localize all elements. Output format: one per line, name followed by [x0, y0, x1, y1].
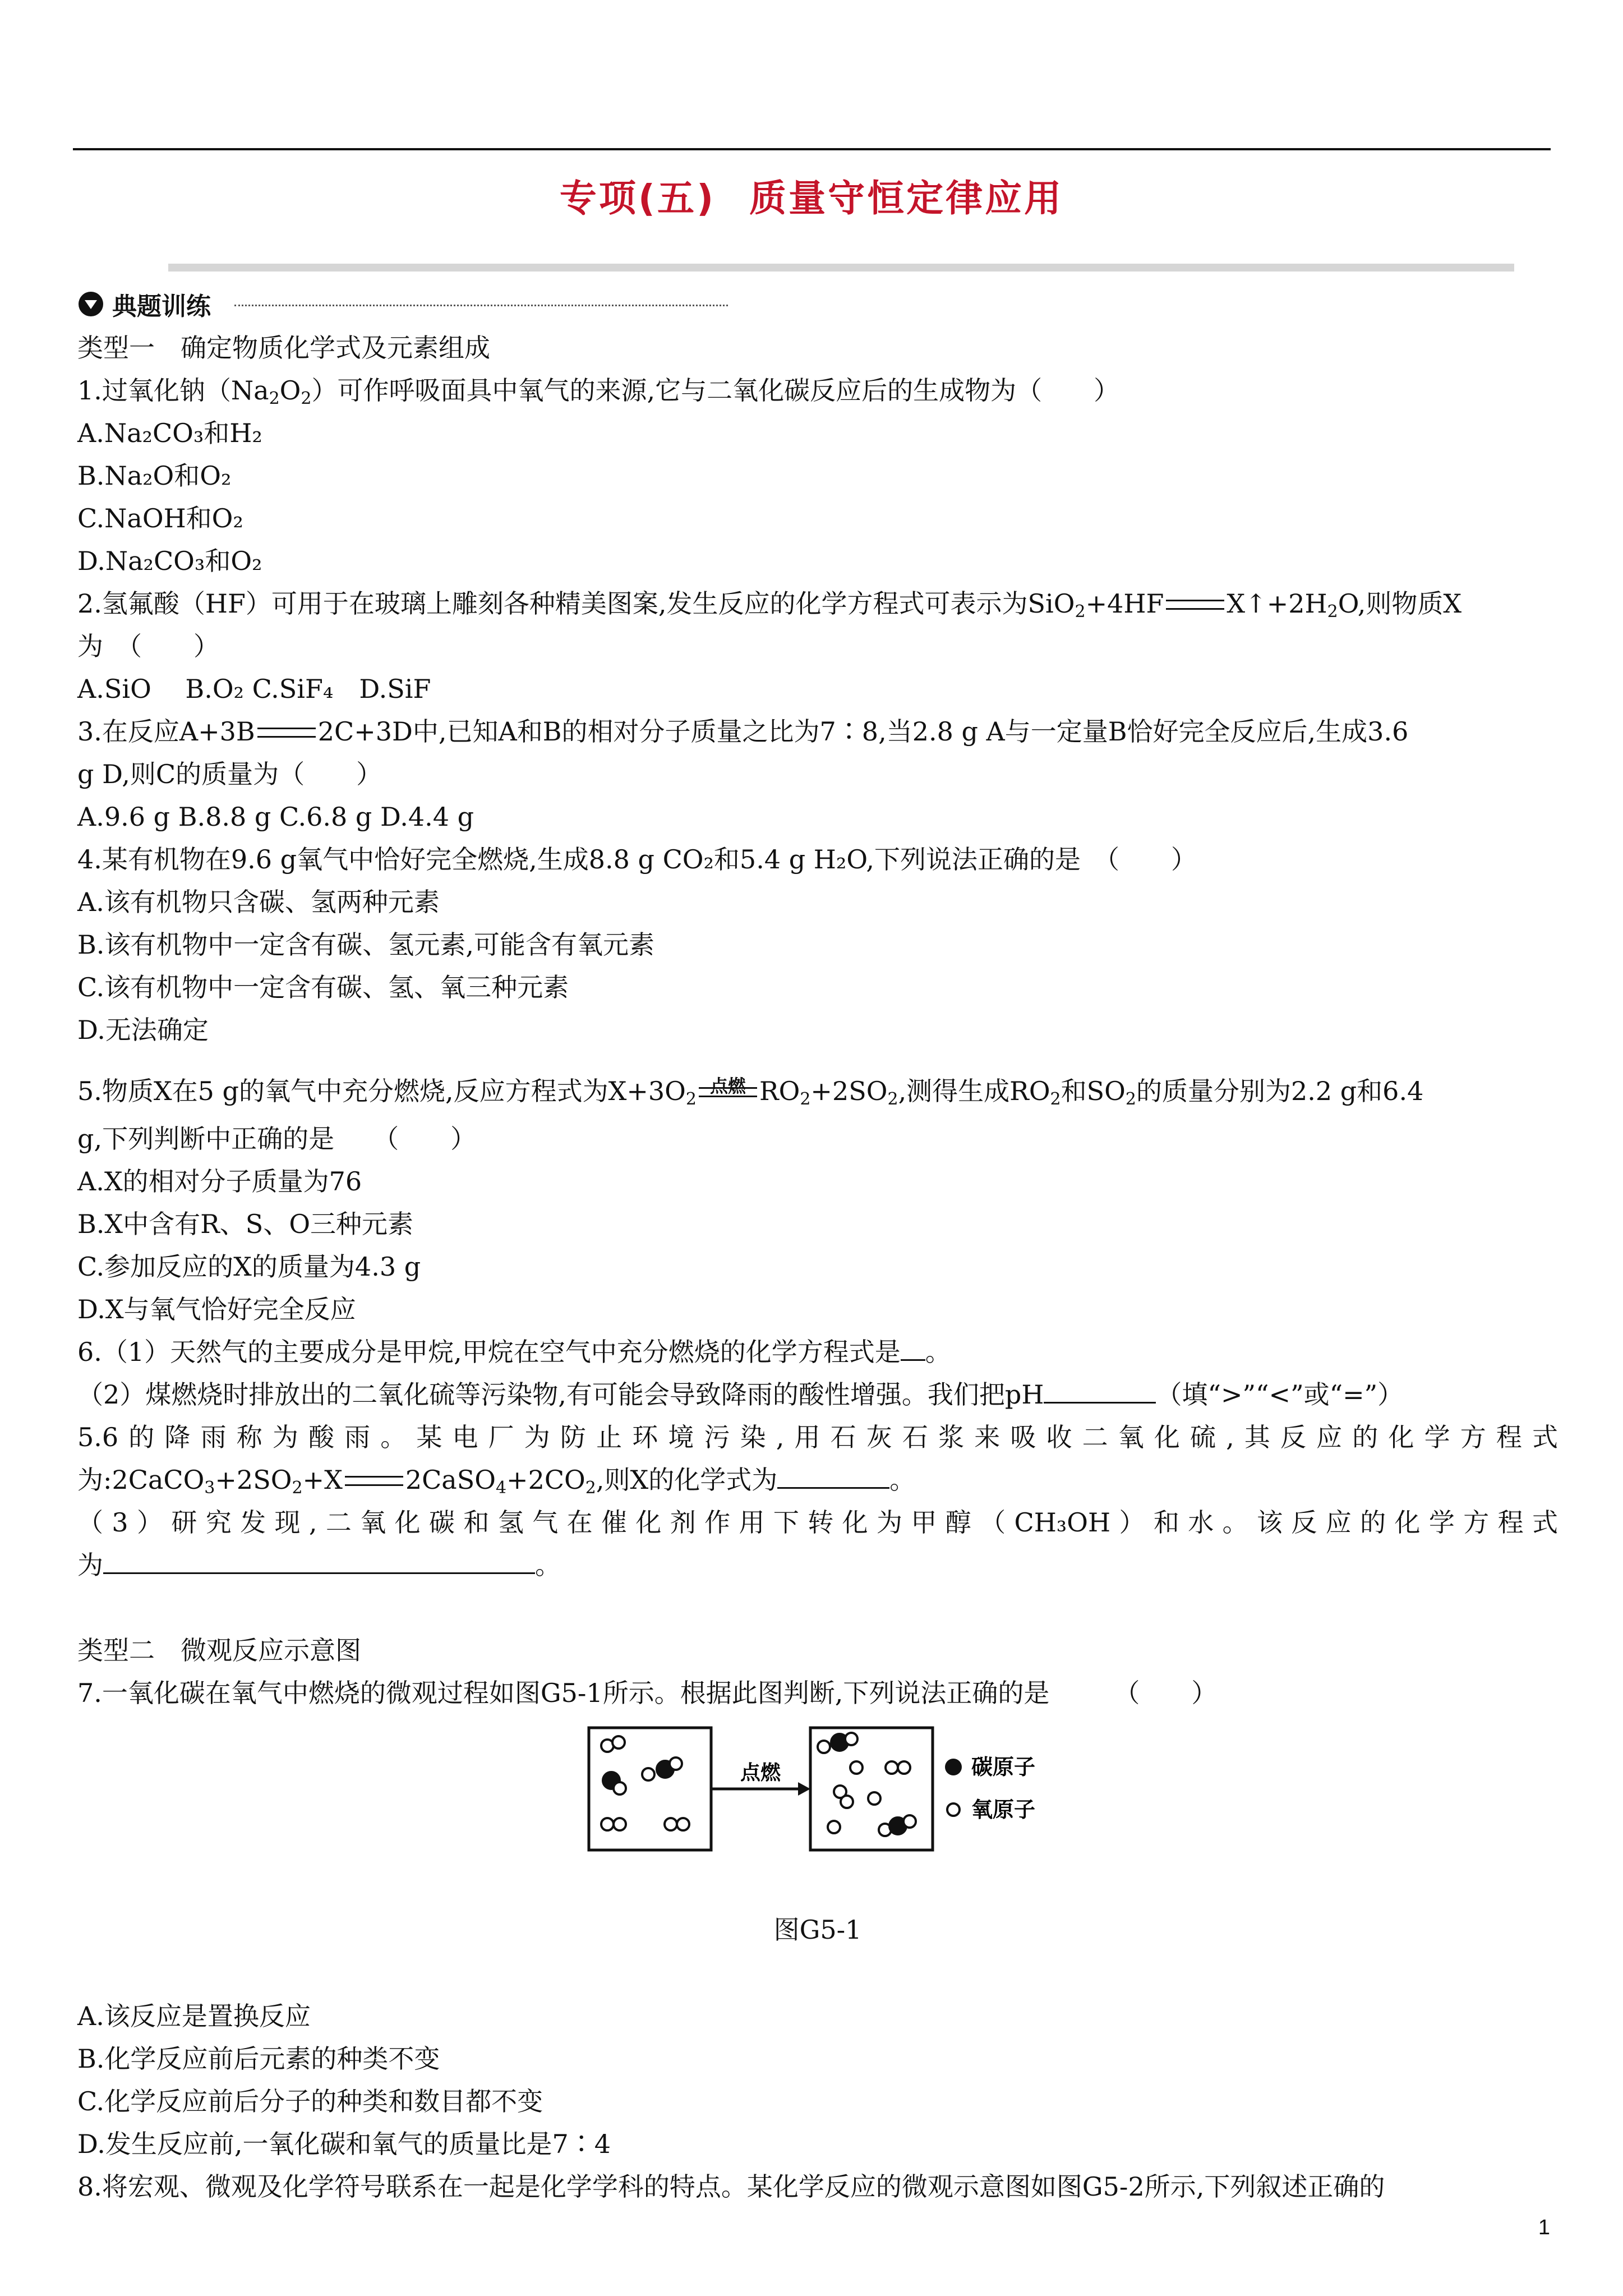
- answer-blank: [901, 1335, 925, 1361]
- oxygen-atom-icon: [947, 1803, 960, 1816]
- reaction-diagram: [77, 1714, 1558, 1907]
- answer-blank: [777, 1462, 889, 1489]
- q1-option-d: D.Na₂CO₃和O₂: [77, 546, 262, 576]
- q1-option-a: A.Na₂CO₃和H₂: [77, 418, 262, 448]
- q6-part2-line3: 为$:2CaCO_3+2SO_2+X$ $2CaSO_4+2CO_2$,则X的化学式为 。: [77, 1458, 1558, 1501]
- exercise-content: [77, 326, 1558, 2208]
- equals-sign-icon: [699, 1075, 757, 1097]
- arrow-label: 点燃: [740, 1761, 781, 1784]
- q7-option-c: C.化学反应前后分子的种类和数目都不变: [77, 2086, 543, 2116]
- condition-label: 点燃: [709, 1075, 746, 1097]
- q7-stem: 7.一氧化碳在氧气中燃烧的微观过程如图G5-1所示。根据此图判断,下列说法正确的是 （ ）: [77, 1678, 1218, 1708]
- q3-options: A.9.6 g B.8.8 g C.6.8 g D.4.4 g: [77, 802, 474, 832]
- q6-part2-line2: 5.6的降雨称为酸雨。某电厂为防止环境污染,用石灰石浆来吸收二氧化硫,其反应的化学方程式: [77, 1422, 1558, 1452]
- q2-stem-line1: 2.氢氟酸（HF）可用于在玻璃上雕刻各种精美图案,发生反应的化学方程式可表示为SiO$_2$+4HF $X↑+2H_2O$,则物质X: [77, 588, 1462, 622]
- type1-heading: 类型一 确定物质化学式及元素组成: [77, 333, 490, 363]
- figure-g5-1: [77, 1714, 1558, 1907]
- title-left: 专项(五): [559, 177, 716, 220]
- q1-option-b: B.Na₂O和O₂: [77, 461, 232, 491]
- q2-options: A.SiO B.O₂ C.SiF₄ D.SiF: [77, 674, 431, 704]
- q4-option-b: B.该有机物中一定含有碳、氢元素,可能含有氧元素: [77, 930, 655, 960]
- dotted-rule: [234, 305, 728, 306]
- before-molecules: [601, 1736, 689, 1830]
- q7-option-b: B.化学反应前后元素的种类不变: [77, 2044, 440, 2074]
- q5-stem-line1: 5.物质X在5 g的氧气中充分燃烧,反应方程式为$X+3O_2$ 点燃 $RO_2+2SO_2$,测得生成$RO_2$和$SO_2$的质量分别为2.2 g和6.4: [77, 1051, 1558, 1117]
- triangle-down-icon: [79, 292, 103, 316]
- section-heading-text: 典题训练: [112, 292, 211, 321]
- answer-blank: [103, 1548, 535, 1574]
- q6-part1: 6.（1）天然气的主要成分是甲烷,甲烷在空气中充分燃烧的化学方程式是 。: [77, 1331, 1558, 1373]
- after-molecules: [818, 1733, 916, 1836]
- equals-sign-icon: [1166, 600, 1224, 610]
- top-rule: [73, 148, 1551, 150]
- q1-stem: 1.过氧化钠$(Na_2O_2)$可作呼吸面具中氧气的来源,它与二氧化碳反应后的生成物为（ ）: [77, 375, 1120, 408]
- q5-option-c: C.参加反应的X的质量为4.3 g: [77, 1251, 421, 1282]
- legend-carbon: 碳原子: [971, 1755, 1036, 1779]
- q5-option-d: D.X与氧气恰好完全反应: [77, 1294, 356, 1324]
- q7-option-a: A.该反应是置换反应: [77, 2001, 311, 2031]
- title-right: 质量守恒定律应用: [749, 177, 1064, 220]
- section-heading: [79, 287, 211, 321]
- answer-blank: [1044, 1377, 1156, 1404]
- q8-stem: 8.将宏观、微观及化学符号联系在一起是化学学科的特点。某化学反应的微观示意图如图G5-2所示,下列叙述正确的: [77, 2171, 1385, 2202]
- q6-part3-line1: （3）研究发现,二氧化碳和氢气在催化剂作用下转化为甲醇（CH₃OH）和水。该反应的化学方程式: [77, 1507, 1558, 1538]
- q5-option-a: A.X的相对分子质量为76: [77, 1166, 362, 1197]
- q6-part3-line2: 为 。: [77, 1544, 1558, 1586]
- figure-caption: 图G5-1: [773, 1915, 862, 1945]
- q3-stem-line1: 3.在反应A+3B 2C+3D中,已知A和B的相对分子质量之比为7∶8,当2.8 g A与一定量B恰好完全反应后,生成3.6: [77, 716, 1409, 747]
- q3-stem-line2: g D,则C的质量为（ ）: [77, 759, 382, 789]
- q5-stem-line2: g,下列判断中正确的是 （ ）: [77, 1124, 477, 1154]
- title-underband: [168, 264, 1514, 272]
- q1-option-c: C.NaOH和O₂: [77, 503, 243, 533]
- page-number: 1: [1538, 2216, 1550, 2239]
- q4-option-d: D.无法确定: [77, 1015, 209, 1045]
- q4-option-c: C.该有机物中一定含有碳、氢、氧三种元素: [77, 972, 569, 1002]
- q7-option-d: D.发生反应前,一氧化碳和氧气的质量比是7∶4: [77, 2129, 611, 2159]
- equals-sign-icon: [257, 728, 316, 738]
- legend: [945, 1755, 1035, 1822]
- q5-option-b: B.X中含有R、S、O三种元素: [77, 1209, 414, 1239]
- page-title: [0, 168, 1623, 222]
- q6-part2-line1: （2）煤燃烧时排放出的二氧化硫等污染物,有可能会导致降雨的酸性增强。我们把pH （填“>”“<”或“=”）: [77, 1373, 1558, 1416]
- equals-sign-icon: [345, 1476, 403, 1486]
- q4-option-a: A.该有机物只含碳、氢两种元素: [77, 887, 440, 917]
- q4-stem: 4.某有机物在9.6 g氧气中恰好完全燃烧,生成8.8 g CO₂和5.4 g H₂O,下列说法正确的是 （ ）: [77, 844, 1197, 875]
- q2-stem-line2: 为 （ ）: [77, 631, 219, 661]
- legend-oxygen: 氧原子: [971, 1797, 1036, 1822]
- type2-heading: 类型二 微观反应示意图: [77, 1635, 361, 1665]
- carbon-atom-icon: [945, 1759, 962, 1775]
